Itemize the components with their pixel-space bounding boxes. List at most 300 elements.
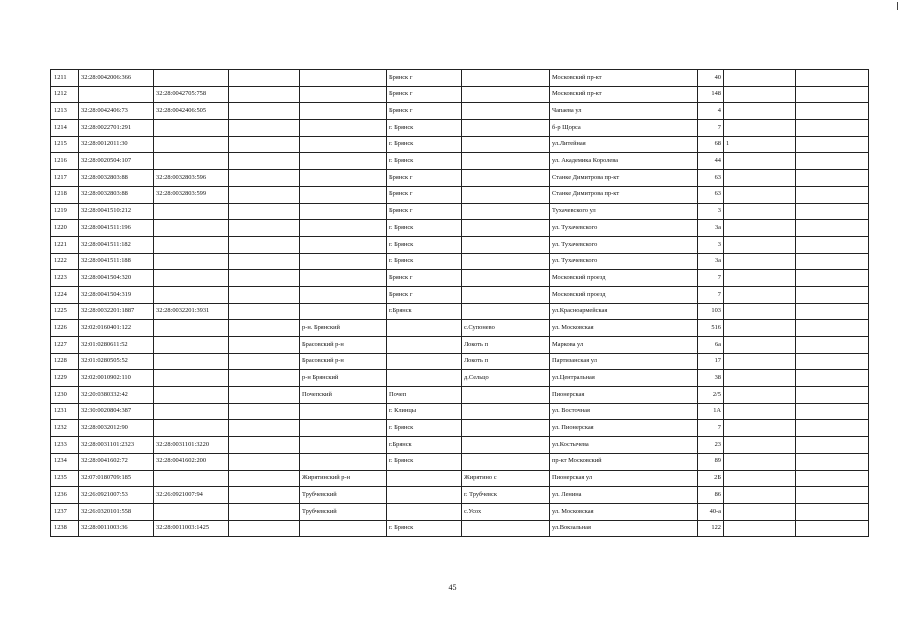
- table-row: [51, 253, 869, 270]
- street-cell: ул. Ленина: [550, 487, 698, 504]
- cadastral-number: 32:01:0280611:52: [79, 337, 154, 354]
- street-cell: ул. Московская: [550, 320, 698, 337]
- district-cell: [300, 103, 387, 120]
- scan-corner-mark: [897, 2, 898, 10]
- locality-cell: [462, 303, 550, 320]
- street-cell: Станке Димитрова пр-кт: [550, 170, 698, 187]
- city-cell: г.Брянск: [387, 437, 462, 454]
- table-row: [51, 520, 869, 537]
- table-row: [51, 370, 869, 387]
- locality-cell: [462, 453, 550, 470]
- district-cell: [300, 153, 387, 170]
- district-cell: р-н Брянский: [300, 370, 387, 387]
- cadastral-number-2: 32:28:0031101:3220: [154, 437, 229, 454]
- extra-cell-2: [796, 370, 869, 387]
- page-number: 45: [448, 583, 457, 592]
- extra-cell-2: [796, 203, 869, 220]
- city-cell: [387, 470, 462, 487]
- row-number: 1223: [51, 270, 79, 287]
- extra-cell-2: [796, 70, 869, 87]
- street-cell: Пионерская: [550, 387, 698, 404]
- house-number-cell: 40-а: [698, 503, 724, 520]
- cadastral-number: 32:28:0022701:291: [79, 120, 154, 137]
- cadastral-number-2: [154, 203, 229, 220]
- cadastral-number: 32:02:0010902:110: [79, 370, 154, 387]
- city-cell: г. Брянск: [387, 253, 462, 270]
- locality-cell: [462, 136, 550, 153]
- row-number: 1224: [51, 286, 79, 303]
- city-cell: г.Брянск: [387, 303, 462, 320]
- cadastral-number-2: 32:28:0032803:596: [154, 170, 229, 187]
- city-cell: Брянск г: [387, 286, 462, 303]
- cadastral-number: 32:28:0041511:196: [79, 220, 154, 237]
- district-cell: [300, 220, 387, 237]
- cadastral-number: 32:28:0042406:73: [79, 103, 154, 120]
- street-cell: ул. Восточная: [550, 403, 698, 420]
- cadastral-number: 32:28:0032012:90: [79, 420, 154, 437]
- locality-cell: [462, 186, 550, 203]
- column-blank: [229, 503, 300, 520]
- extra-cell: [724, 203, 796, 220]
- house-number-cell: 63: [698, 186, 724, 203]
- cadastral-number-2: [154, 70, 229, 87]
- locality-cell: [462, 387, 550, 404]
- column-blank: [229, 170, 300, 187]
- city-cell: г. Брянск: [387, 520, 462, 537]
- city-cell: [387, 320, 462, 337]
- house-number-cell: 6а: [698, 337, 724, 354]
- house-number-cell: 2Б: [698, 470, 724, 487]
- cadastral-number-2: [154, 387, 229, 404]
- cadastral-number-2: [154, 320, 229, 337]
- table-row: [51, 136, 869, 153]
- cadastral-number-2: [154, 120, 229, 137]
- column-blank: [229, 103, 300, 120]
- district-cell: [300, 70, 387, 87]
- column-blank: [229, 253, 300, 270]
- cadastral-number-2: [154, 270, 229, 287]
- locality-cell: с.Усох: [462, 503, 550, 520]
- city-cell: г. Брянск: [387, 120, 462, 137]
- column-blank: [229, 136, 300, 153]
- city-cell: г. Брянск: [387, 236, 462, 253]
- cadastral-number: 32:02:0160401:122: [79, 320, 154, 337]
- city-cell: Брянск г: [387, 70, 462, 87]
- district-cell: [300, 170, 387, 187]
- locality-cell: Локоть п: [462, 337, 550, 354]
- locality-cell: [462, 86, 550, 103]
- district-cell: [300, 303, 387, 320]
- district-cell: [300, 437, 387, 454]
- extra-cell-2: [796, 520, 869, 537]
- cadastral-number-2: [154, 153, 229, 170]
- street-cell: Станке Димитрова пр-кт: [550, 186, 698, 203]
- extra-cell-2: [796, 503, 869, 520]
- cadastral-number-2: [154, 236, 229, 253]
- district-cell: [300, 420, 387, 437]
- table-row: [51, 337, 869, 354]
- district-cell: [300, 403, 387, 420]
- extra-cell-2: [796, 236, 869, 253]
- row-number: 1214: [51, 120, 79, 137]
- cadastral-number: 32:28:0041602:72: [79, 453, 154, 470]
- locality-cell: [462, 153, 550, 170]
- extra-cell-2: [796, 387, 869, 404]
- city-cell: [387, 353, 462, 370]
- extra-cell: [724, 70, 796, 87]
- district-cell: [300, 86, 387, 103]
- column-blank: [229, 370, 300, 387]
- house-number-cell: 17: [698, 353, 724, 370]
- cadastral-number-2: [154, 253, 229, 270]
- column-blank: [229, 303, 300, 320]
- extra-cell-2: [796, 320, 869, 337]
- city-cell: г. Брянск: [387, 220, 462, 237]
- cadastral-number: 32:28:0031101:2323: [79, 437, 154, 454]
- district-cell: [300, 453, 387, 470]
- city-cell: Брянск г: [387, 170, 462, 187]
- cadastral-number-2: [154, 136, 229, 153]
- table-row: [51, 120, 869, 137]
- extra-cell: [724, 403, 796, 420]
- street-cell: б-р Щорса: [550, 120, 698, 137]
- city-cell: г. Брянск: [387, 136, 462, 153]
- extra-cell-2: [796, 487, 869, 504]
- street-cell: ул.Литейная: [550, 136, 698, 153]
- house-number-cell: 122: [698, 520, 724, 537]
- locality-cell: г. Трубчевск: [462, 487, 550, 504]
- cadastral-number: 32:20:0380332:42: [79, 387, 154, 404]
- city-cell: [387, 337, 462, 354]
- cadastral-number-2: 32:28:0042705:758: [154, 86, 229, 103]
- locality-cell: [462, 520, 550, 537]
- column-blank: [229, 153, 300, 170]
- city-cell: [387, 487, 462, 504]
- street-cell: ул.Вокзальная: [550, 520, 698, 537]
- cadastral-number: 32:28:0042006:366: [79, 70, 154, 87]
- column-blank: [229, 337, 300, 354]
- district-cell: Брасовский р-н: [300, 353, 387, 370]
- locality-cell: с.Супонево: [462, 320, 550, 337]
- city-cell: г. Брянск: [387, 153, 462, 170]
- extra-cell-2: [796, 286, 869, 303]
- row-number: 1232: [51, 420, 79, 437]
- house-number-cell: 7: [698, 420, 724, 437]
- table-row: [51, 453, 869, 470]
- extra-cell: [724, 353, 796, 370]
- row-number: 1229: [51, 370, 79, 387]
- house-number-cell: 7: [698, 286, 724, 303]
- extra-cell-2: [796, 303, 869, 320]
- district-cell: Трубчевский: [300, 503, 387, 520]
- street-cell: ул. Московская: [550, 503, 698, 520]
- cadastral-number: 32:28:0012011:30: [79, 136, 154, 153]
- street-cell: Московский пр-кт: [550, 70, 698, 87]
- district-cell: [300, 520, 387, 537]
- table-row: [51, 286, 869, 303]
- extra-cell: [724, 337, 796, 354]
- column-blank: [229, 387, 300, 404]
- locality-cell: д.Сельцо: [462, 370, 550, 387]
- extra-cell: [724, 437, 796, 454]
- extra-cell-2: [796, 470, 869, 487]
- street-cell: Московский пр-кт: [550, 86, 698, 103]
- cadastral-number: 32:30:0020804:387: [79, 403, 154, 420]
- street-cell: ул. Тухачевского: [550, 236, 698, 253]
- row-number: 1213: [51, 103, 79, 120]
- house-number-cell: 7: [698, 270, 724, 287]
- extra-cell-2: [796, 270, 869, 287]
- cadastral-number-2: [154, 353, 229, 370]
- house-number-cell: 38: [698, 370, 724, 387]
- cadastral-number: [79, 86, 154, 103]
- street-cell: ул. Академика Королева: [550, 153, 698, 170]
- row-number: 1228: [51, 353, 79, 370]
- extra-cell: [724, 103, 796, 120]
- table-row: [51, 170, 869, 187]
- extra-cell-2: [796, 86, 869, 103]
- cadastral-number-2: [154, 503, 229, 520]
- extra-cell: [724, 370, 796, 387]
- extra-cell: 1: [724, 136, 796, 153]
- district-cell: Жирятинский р-н: [300, 470, 387, 487]
- row-number: 1220: [51, 220, 79, 237]
- locality-cell: [462, 70, 550, 87]
- extra-cell: [724, 387, 796, 404]
- extra-cell: [724, 420, 796, 437]
- column-blank: [229, 236, 300, 253]
- house-number-cell: 3а: [698, 253, 724, 270]
- table-row: [51, 470, 869, 487]
- cadastral-number: 32:28:0032201:1887: [79, 303, 154, 320]
- table-row: [51, 320, 869, 337]
- extra-cell: [724, 487, 796, 504]
- row-number: 1237: [51, 503, 79, 520]
- cadastral-number-2: [154, 370, 229, 387]
- street-cell: ул. Тухачевского: [550, 220, 698, 237]
- extra-cell: [724, 286, 796, 303]
- table-row: [51, 103, 869, 120]
- locality-cell: Жирятино с: [462, 470, 550, 487]
- district-cell: [300, 203, 387, 220]
- cadastral-number: 32:28:0041511:188: [79, 253, 154, 270]
- table-row: [51, 437, 869, 454]
- extra-cell: [724, 503, 796, 520]
- extra-cell: [724, 86, 796, 103]
- table-row: [51, 153, 869, 170]
- table-row: [51, 403, 869, 420]
- street-cell: пр-кт Московский: [550, 453, 698, 470]
- row-number: 1216: [51, 153, 79, 170]
- property-register-table: [50, 69, 869, 537]
- extra-cell: [724, 220, 796, 237]
- city-cell: г. Брянск: [387, 420, 462, 437]
- table-row: [51, 503, 869, 520]
- row-number: 1215: [51, 136, 79, 153]
- street-cell: Маркова ул: [550, 337, 698, 354]
- row-number: 1234: [51, 453, 79, 470]
- house-number-cell: 1А: [698, 403, 724, 420]
- register-rows: [51, 70, 869, 537]
- row-number: 1225: [51, 303, 79, 320]
- table-row: [51, 220, 869, 237]
- house-number-cell: 68: [698, 136, 724, 153]
- house-number-cell: 103: [698, 303, 724, 320]
- cadastral-number-2: 32:26:0921007:94: [154, 487, 229, 504]
- street-cell: Пионерская ул: [550, 470, 698, 487]
- street-cell: ул. Пионерская: [550, 420, 698, 437]
- city-cell: Брянск г: [387, 186, 462, 203]
- extra-cell-2: [796, 220, 869, 237]
- column-blank: [229, 453, 300, 470]
- locality-cell: [462, 203, 550, 220]
- extra-cell: [724, 153, 796, 170]
- table-row: [51, 303, 869, 320]
- column-blank: [229, 437, 300, 454]
- cadastral-number-2: 32:28:0032201:3931: [154, 303, 229, 320]
- extra-cell-2: [796, 337, 869, 354]
- cadastral-number-2: [154, 286, 229, 303]
- row-number: 1235: [51, 470, 79, 487]
- extra-cell-2: [796, 420, 869, 437]
- street-cell: ул.Центральная: [550, 370, 698, 387]
- column-blank: [229, 186, 300, 203]
- cadastral-number: 32:28:0032803:88: [79, 170, 154, 187]
- city-cell: Брянск г: [387, 86, 462, 103]
- district-cell: [300, 120, 387, 137]
- cadastral-number-2: [154, 420, 229, 437]
- city-cell: [387, 503, 462, 520]
- locality-cell: [462, 253, 550, 270]
- column-blank: [229, 487, 300, 504]
- extra-cell-2: [796, 403, 869, 420]
- cadastral-number: 32:28:0011003:36: [79, 520, 154, 537]
- district-cell: Трубчевский: [300, 487, 387, 504]
- row-number: 1227: [51, 337, 79, 354]
- table-row: [51, 203, 869, 220]
- cadastral-number: 32:01:0280505:52: [79, 353, 154, 370]
- column-blank: [229, 70, 300, 87]
- house-number-cell: 40: [698, 70, 724, 87]
- district-cell: Почепский: [300, 387, 387, 404]
- street-cell: ул. Тухачевского: [550, 253, 698, 270]
- district-cell: [300, 286, 387, 303]
- row-number: 1236: [51, 487, 79, 504]
- table-row: [51, 86, 869, 103]
- house-number-cell: 63: [698, 170, 724, 187]
- column-blank: [229, 86, 300, 103]
- table-row: [51, 420, 869, 437]
- row-number: 1233: [51, 437, 79, 454]
- cadastral-number-2: 32:28:0041602:200: [154, 453, 229, 470]
- street-cell: Партизанская ул: [550, 353, 698, 370]
- locality-cell: [462, 270, 550, 287]
- district-cell: [300, 270, 387, 287]
- extra-cell: [724, 303, 796, 320]
- street-cell: ул.Костычева: [550, 437, 698, 454]
- row-number: 1219: [51, 203, 79, 220]
- extra-cell: [724, 453, 796, 470]
- cadastral-number-2: 32:28:0011003:1425: [154, 520, 229, 537]
- street-cell: Московский проезд: [550, 270, 698, 287]
- house-number-cell: 23: [698, 437, 724, 454]
- extra-cell: [724, 120, 796, 137]
- house-number-cell: 2/5: [698, 387, 724, 404]
- street-cell: Чапаева ул: [550, 103, 698, 120]
- city-cell: г. Брянск: [387, 453, 462, 470]
- cadastral-number-2: [154, 220, 229, 237]
- extra-cell-2: [796, 437, 869, 454]
- cadastral-number: 32:07:0180709:185: [79, 470, 154, 487]
- house-number-cell: 4: [698, 103, 724, 120]
- column-blank: [229, 320, 300, 337]
- house-number-cell: 44: [698, 153, 724, 170]
- row-number: 1230: [51, 387, 79, 404]
- locality-cell: [462, 170, 550, 187]
- extra-cell-2: [796, 103, 869, 120]
- row-number: 1222: [51, 253, 79, 270]
- table-row: [51, 487, 869, 504]
- row-number: 1231: [51, 403, 79, 420]
- row-number: 1218: [51, 186, 79, 203]
- locality-cell: [462, 103, 550, 120]
- column-blank: [229, 270, 300, 287]
- cadastral-number-2: [154, 403, 229, 420]
- extra-cell-2: [796, 170, 869, 187]
- city-cell: Почеп: [387, 387, 462, 404]
- district-cell: [300, 186, 387, 203]
- row-number: 1217: [51, 170, 79, 187]
- column-blank: [229, 286, 300, 303]
- column-blank: [229, 420, 300, 437]
- cadastral-number-2: [154, 337, 229, 354]
- extra-cell-2: [796, 253, 869, 270]
- city-cell: г. Клинцы: [387, 403, 462, 420]
- cadastral-number-2: 32:28:0032803:599: [154, 186, 229, 203]
- extra-cell: [724, 236, 796, 253]
- extra-cell: [724, 520, 796, 537]
- locality-cell: [462, 120, 550, 137]
- column-blank: [229, 353, 300, 370]
- row-number: 1226: [51, 320, 79, 337]
- district-cell: р-н. Брянский: [300, 320, 387, 337]
- house-number-cell: 89: [698, 453, 724, 470]
- district-cell: [300, 136, 387, 153]
- cadastral-number: 32:28:0020504:107: [79, 153, 154, 170]
- house-number-cell: 86: [698, 487, 724, 504]
- table-row: [51, 270, 869, 287]
- district-cell: [300, 253, 387, 270]
- house-number-cell: 3а: [698, 220, 724, 237]
- locality-cell: [462, 286, 550, 303]
- extra-cell: [724, 270, 796, 287]
- extra-cell-2: [796, 120, 869, 137]
- column-blank: [229, 403, 300, 420]
- cadastral-number: 32:26:0320101:558: [79, 503, 154, 520]
- locality-cell: [462, 437, 550, 454]
- column-blank: [229, 220, 300, 237]
- extra-cell-2: [796, 153, 869, 170]
- table-row: [51, 353, 869, 370]
- house-number-cell: 7: [698, 120, 724, 137]
- extra-cell-2: [796, 186, 869, 203]
- extra-cell: [724, 470, 796, 487]
- street-cell: Тухачевского ул: [550, 203, 698, 220]
- cadastral-number-2: 32:28:0042406:505: [154, 103, 229, 120]
- table-row: [51, 236, 869, 253]
- column-blank: [229, 203, 300, 220]
- locality-cell: [462, 220, 550, 237]
